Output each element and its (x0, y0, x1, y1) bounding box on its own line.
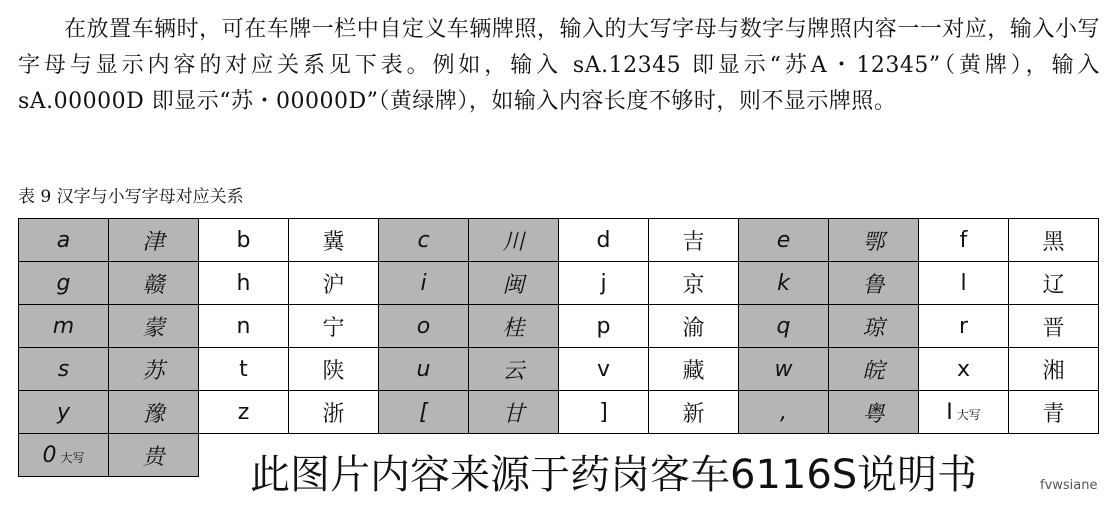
province-char: 湘 (1042, 358, 1065, 384)
input-char-cell (19, 262, 109, 305)
province-char-cell (289, 305, 379, 348)
province-char: 津 (142, 229, 165, 255)
input-char: o (416, 313, 431, 339)
uppercase-note: 大写 (956, 407, 981, 422)
input-char: g (56, 270, 71, 296)
input-char-cell (559, 305, 649, 348)
province-char-cell (109, 219, 199, 262)
province-char: 辽 (1042, 272, 1065, 298)
province-char: 鄂 (862, 229, 885, 255)
input-char-cell (379, 305, 469, 348)
province-char: 皖 (862, 358, 885, 384)
source-banner: 此图片内容来源于药岗客车6116S说明书 (250, 452, 978, 498)
input-char-cell (379, 348, 469, 391)
province-char: 赣 (142, 272, 165, 298)
plate-mapping-body (19, 219, 1099, 477)
input-char-cell (739, 348, 829, 391)
province-char-cell (469, 348, 559, 391)
table-caption: 表 9 汉字与小写字母对应关系 (18, 187, 244, 207)
province-char: 青 (1042, 401, 1065, 427)
input-char-cell (559, 219, 649, 262)
province-char-cell (289, 348, 379, 391)
province-char-cell (109, 262, 199, 305)
province-char-cell (829, 262, 919, 305)
input-char: e (776, 227, 791, 253)
table-row (19, 262, 1099, 305)
province-char-cell (469, 219, 559, 262)
input-char-cell (919, 305, 1009, 348)
input-char: v (596, 356, 611, 382)
input-char-cell (919, 219, 1009, 262)
table-row (19, 348, 1099, 391)
input-char: c (417, 227, 430, 253)
input-char-cell (379, 262, 469, 305)
input-char-cell (739, 305, 829, 348)
province-char: 新 (682, 401, 705, 427)
input-char-cell (199, 262, 289, 305)
province-char-cell (469, 305, 559, 348)
province-char: 闽 (502, 272, 525, 298)
province-char: 晋 (1042, 315, 1065, 341)
intro-paragraph-text: 在放置车辆时，可在车牌一栏中自定义车辆牌照，输入的大写字母与数字与牌照内容一一对应，输入小写字母与显示内容的对应关系见下表。例如，输入 sA.12345 即显示“苏A・12345”（黄牌），输入 sA.00000D 即显示“苏・00000D”（黄绿牌），如输入内容长度不够时，则不显示牌照。 (18, 17, 1100, 114)
province-char-cell (649, 262, 739, 305)
province-char: 鲁 (862, 272, 885, 298)
province-char-cell (109, 391, 199, 434)
input-char: w (774, 356, 793, 382)
province-char: 豫 (142, 401, 165, 427)
input-char: y (56, 399, 71, 425)
province-char: 琼 (862, 315, 885, 341)
province-char: 甘 (502, 401, 525, 427)
province-char-cell (829, 348, 919, 391)
province-char: 粤 (862, 401, 885, 427)
input-char: I (946, 399, 953, 425)
province-char: 桂 (502, 315, 525, 341)
input-char-cell (559, 348, 649, 391)
province-char: 黑 (1042, 229, 1065, 255)
input-char: d (596, 227, 611, 253)
province-char-cell (289, 391, 379, 434)
province-char-cell (1009, 391, 1099, 434)
province-char-cell (469, 391, 559, 434)
plate-mapping-table (18, 218, 1099, 477)
table-row (19, 219, 1099, 262)
province-char: 吉 (682, 229, 705, 255)
input-char: l (960, 270, 967, 296)
input-char: u (416, 356, 431, 382)
province-char: 宁 (322, 315, 345, 341)
province-char-cell (649, 348, 739, 391)
province-char-cell (1009, 262, 1099, 305)
province-char-cell (109, 434, 199, 477)
input-char: b (236, 227, 251, 253)
province-char: 蒙 (142, 315, 165, 341)
input-char: q (776, 313, 791, 339)
input-char: a (56, 227, 71, 253)
input-char-cell (19, 305, 109, 348)
input-char-cell (919, 348, 1009, 391)
input-char-cell (739, 391, 829, 434)
input-char: k (777, 270, 790, 296)
province-char-cell (109, 305, 199, 348)
input-char: j (600, 270, 607, 296)
province-char: 贵 (142, 444, 165, 470)
province-char-cell (289, 219, 379, 262)
input-char-cell (19, 434, 109, 477)
province-char: 沪 (322, 272, 345, 298)
province-char-cell (1009, 219, 1099, 262)
province-char-cell (649, 305, 739, 348)
input-char: p (596, 313, 611, 339)
province-char-cell (649, 219, 739, 262)
province-char-cell (829, 305, 919, 348)
input-char-cell (19, 348, 109, 391)
input-char: n (236, 313, 251, 339)
input-char: 0 (42, 442, 57, 468)
province-char-cell (1009, 305, 1099, 348)
input-char: r (958, 313, 969, 339)
input-char-cell (559, 262, 649, 305)
input-char: x (956, 356, 971, 382)
province-char: 陕 (322, 358, 345, 384)
input-char-cell (919, 262, 1009, 305)
province-char: 云 (502, 358, 525, 384)
input-char-cell (199, 391, 289, 434)
province-char-cell (829, 219, 919, 262)
input-char-cell (199, 219, 289, 262)
table-empty-cell (1009, 434, 1099, 477)
province-char: 浙 (322, 401, 345, 427)
input-char-cell (379, 219, 469, 262)
province-char: 渝 (682, 315, 705, 341)
input-char: ] (599, 399, 608, 425)
input-char-cell (19, 219, 109, 262)
table-row (19, 305, 1099, 348)
table-row (19, 391, 1099, 434)
province-char-cell (109, 348, 199, 391)
watermark: fvwsiane (1040, 478, 1098, 493)
input-char-cell (19, 391, 109, 434)
province-char: 冀 (322, 229, 345, 255)
input-char: z (237, 399, 250, 425)
province-char-cell (469, 262, 559, 305)
input-char-cell (739, 219, 829, 262)
uppercase-note: 大写 (60, 450, 85, 465)
input-char: , (780, 399, 787, 425)
province-char: 川 (502, 229, 525, 255)
province-char: 藏 (682, 358, 705, 384)
input-char: [ (419, 399, 428, 425)
input-char-cell (199, 305, 289, 348)
input-char: t (239, 356, 248, 382)
input-char: s (57, 356, 70, 382)
input-char-cell (379, 391, 469, 434)
province-char: 苏 (142, 358, 165, 384)
input-char: h (236, 270, 251, 296)
input-char-cell (739, 262, 829, 305)
input-char: i (420, 270, 427, 296)
input-char-cell (199, 348, 289, 391)
intro-paragraph (18, 12, 1100, 120)
input-char: f (959, 227, 968, 253)
province-char: 京 (682, 272, 705, 298)
input-char: m (52, 313, 75, 339)
province-char-cell (649, 391, 739, 434)
province-char-cell (289, 262, 379, 305)
province-char-cell (829, 391, 919, 434)
province-char-cell (1009, 348, 1099, 391)
input-char-cell (559, 391, 649, 434)
input-char-cell (919, 391, 1009, 434)
